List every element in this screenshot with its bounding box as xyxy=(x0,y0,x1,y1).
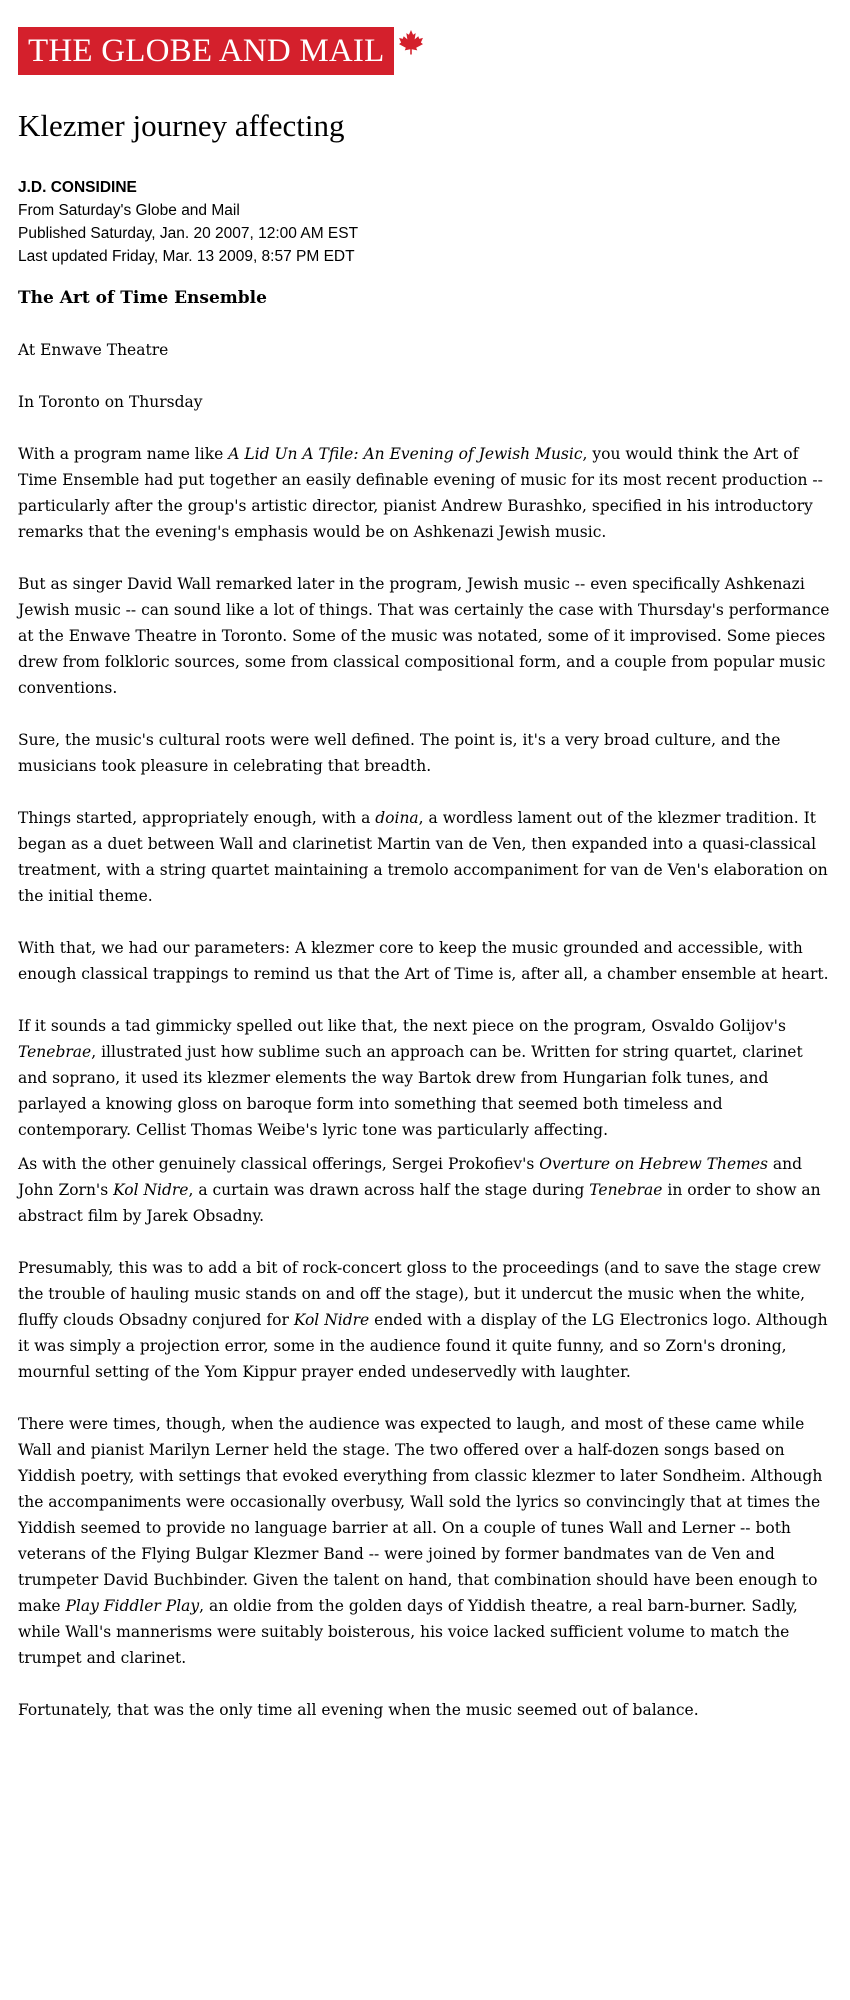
venue-line: At Enwave Theatre xyxy=(18,341,169,359)
paragraph-3: Sure, the music's cultural roots were well defined. The point is, it's a very broad culture, and the musicians took pleasure in celebrating that breadth. xyxy=(18,731,781,775)
paragraph-7: As with the other genuinely classical offerings, Sergei Prokofiev's Overture on Hebrew Themes and John Zorn's Kol Nidre, a curtain was drawn across half the stage during Tenebrae in order to show an abstract film by Jarek Obsadny. xyxy=(18,1155,821,1225)
logo-text: THE GLOBE AND MAIL xyxy=(28,32,385,69)
published-date: Published Saturday, Jan. 20 2007, 12:00 AM EST xyxy=(18,225,359,242)
source-line: From Saturday's Globe and Mail xyxy=(18,202,240,219)
paragraph-10: Fortunately, that was the only time all evening when the music seemed out of balance. xyxy=(18,1701,699,1719)
paragraph-8: Presumably, this was to add a bit of rock-concert gloss to the proceedings (and to save the stage crew the trouble of hauling music stands on and off the stage), but it undercut the music when the white, fluffy clouds Obsadny conjured for Kol Nidre ended with a display of the LG Electronics logo. Although it was simply a projection error, some in the audience found it quite funny, and so Zorn's droning, mournful setting of the Yom Kippur prayer ended undeservedly with laughter. xyxy=(18,1259,828,1381)
paragraph-1: With a program name like A Lid Un A Tfile: An Evening of Jewish Music, you would think the Art of Time Ensemble had put together an easily definable evening of music for its most recent production -- particularly after the group's artistic director, pianist Andrew Burashko, specified in his introductory remarks that the evening's emphasis would be on Ashkenazi Jewish music. xyxy=(18,445,823,541)
masthead xyxy=(18,26,424,76)
article-body xyxy=(18,285,833,1749)
paragraph-5: With that, we had our parameters: A klezmer core to keep the music grounded and accessible, with enough classical trappings to remind us that the Art of Time is, after all, a chamber ensemble at heart. xyxy=(18,939,829,983)
article-headline: Klezmer journey affecting xyxy=(18,108,345,143)
byline xyxy=(18,176,358,268)
maple-leaf-icon xyxy=(398,29,424,60)
paragraph-2: But as singer David Wall remarked later in the program, Jewish music -- even specifically Ashkenazi Jewish music -- can sound like a lot of things. That was certainly the case with Thursday's performance at the Enwave Theatre in Toronto. Some of the music was notated, some of it improvised. Some pieces drew from folkloric sources, some from classical compositional form, and a couple from popular music conventions. xyxy=(18,575,830,697)
paragraph-9: There were times, though, when the audience was expected to laugh, and most of these came while Wall and pianist Marilyn Lerner held the stage. The two offered over a half-dozen songs based on Yiddish poetry, with settings that evoked everything from classic klezmer to later Sondheim. Although the accompaniments were occasionally overbusy, Wall sold the lyrics so convincingly that at times the Yiddish seemed to provide no language barrier at all. On a couple of tunes Wall and Lerner -- both veterans of the Flying Bulgar Klezmer Band -- were joined by former bandmates van de Ven and trumpeter David Buchbinder. Given the talent on hand, that combination should have been enough to make Play Fiddler Play, an oldie from the golden days of Yiddish theatre, a real barn-burner. Sadly, while Wall's mannerisms were suitably boisterous, his voice lacked sufficient volume to match the trumpet and clarinet. xyxy=(18,1415,823,1667)
paragraph-4: Things started, appropriately enough, with a doina, a wordless lament out of the klezmer tradition. It began as a duet between Wall and clarinetist Martin van de Ven, then expanded into a quasi-classical treatment, with a string quartet maintaining a tremolo accompaniment for van de Ven's elaboration on the initial theme. xyxy=(18,809,828,905)
review-subject: The Art of Time Ensemble xyxy=(18,288,267,308)
location-line: In Toronto on Thursday xyxy=(18,393,203,411)
newspaper-logo[interactable] xyxy=(18,27,394,75)
paragraph-6: If it sounds a tad gimmicky spelled out like that, the next piece on the program, Osvaldo Golijov's Tenebrae, illustrated just how sublime such an approach can be. Written for string quartet, clarinet and soprano, it used its klezmer elements the way Bartok drew from Hungarian folk tunes, and parlayed a knowing gloss on baroque form into something that seemed both timeless and contemporary. Cellist Thomas Weibe's lyric tone was particularly affecting. xyxy=(18,1017,803,1139)
author-name: J.D. CONSIDINE xyxy=(18,179,137,196)
updated-date: Last updated Friday, Mar. 13 2009, 8:57 PM EDT xyxy=(18,248,355,265)
